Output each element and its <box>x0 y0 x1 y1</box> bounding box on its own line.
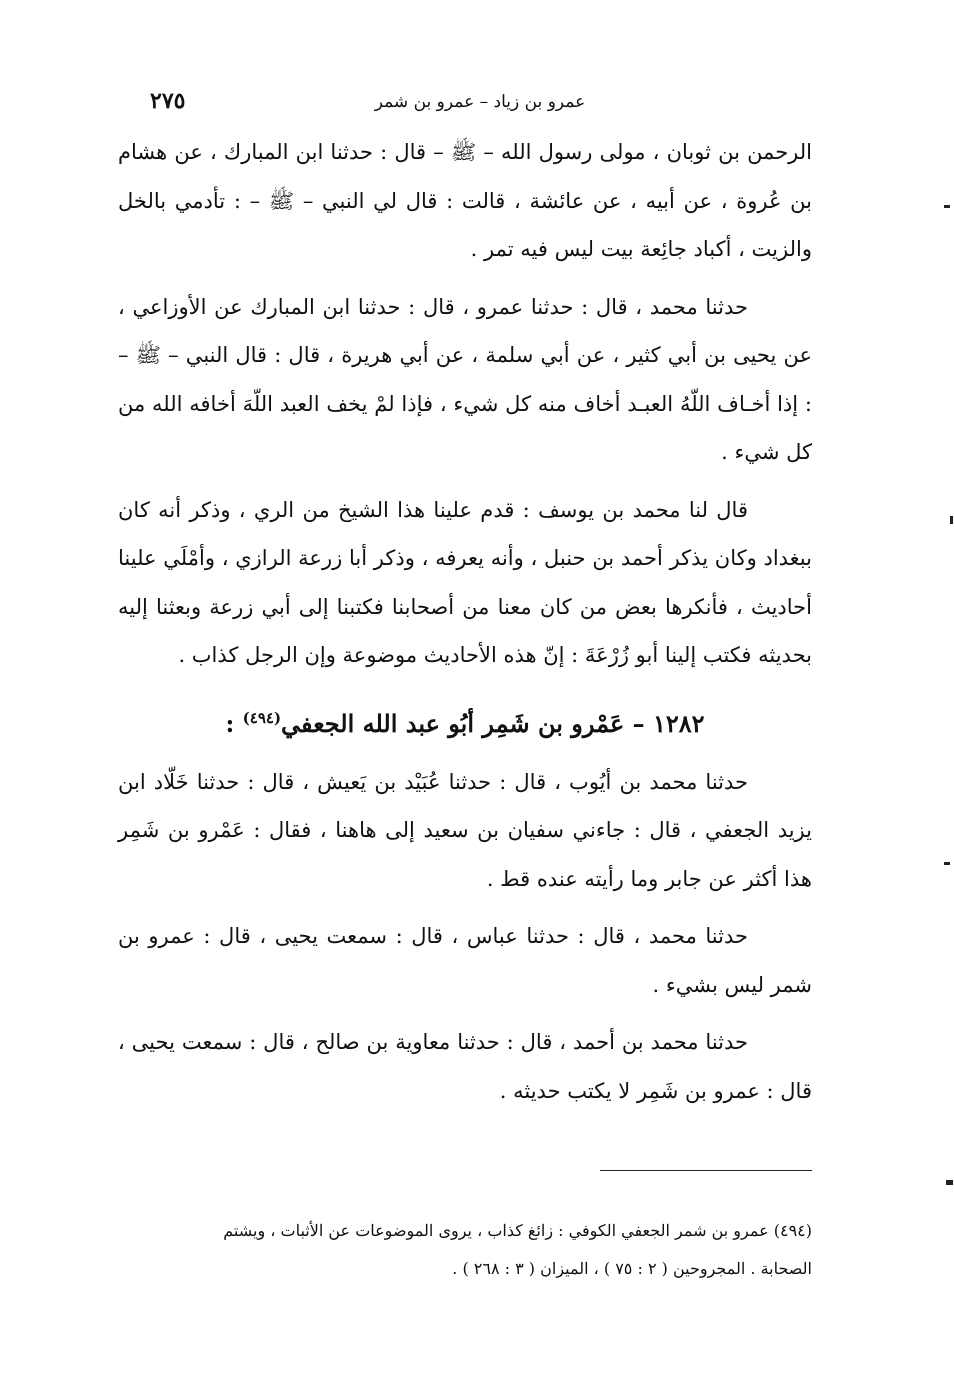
scan-mark <box>944 205 950 208</box>
footnote-divider <box>600 1170 812 1171</box>
page-header <box>150 88 810 124</box>
paragraph: قال لنا محمد بن يوسف : قدم علينا هذا الشيخ من الري ، وذكر أنه كان ببغداد وكان يذكر أحمد بن حنبل ، وأنه يعرفه ، وذكر أبا زرعة الرازي ، وأمْلَي علينا أحاديث ، فأنكرها بعض من كان معنا من أصحابنا فكتبنا إلى أبي زرعة وبعثنا إليه بحديثه فكتب إلينا أبو زُرْعَةَ : إنّ هذه الأحاديث موضوعة وإن الرجل كذاب . <box>118 497 812 667</box>
main-text <box>118 128 812 1124</box>
running-title: عمرو بن زياد – عمرو بن شمر <box>374 92 586 112</box>
entry-heading-tail: : <box>225 708 243 738</box>
footnote-reference: (٤٩٤) <box>242 708 282 727</box>
paragraph: حدثنا محمد ، قال : حدثنا عباس ، قال : سمعت يحيى ، قال : عمرو بن شمر ليس بشيء . <box>118 924 812 997</box>
paragraph: الرحمن بن ثوبان ، مولى رسول الله – ﷺ – قال : حدثنا ابن المبارك ، عن هشام بن عُروة ، عن أبيه ، عن عائشة ، قالت : قال لي النبي – ﷺ – : تأدمي بالخل والزيت ، أكباد جائِعة بيت ليس فيه تمر . <box>118 140 812 261</box>
paragraph: حدثنا محمد بن أيُوب ، قال : حدثنا عُبَيْد بن يَعيش ، قال : حدثنا خَلّاد ابن يزيد الجعفي ، قال : جاءني سفيان بن سعيد إلى هاهنا ، فقال : عَمْرو بن شَمِر هذا أكثر عن جابر وما رأيته عنده قط . <box>118 769 812 891</box>
footnote-line: (٤٩٤) عمرو بن شمر الجعفي الكوفي : زائغ كذاب ، يروى الموضوعات عن الأثبات ، ويشتم <box>223 1221 812 1240</box>
paragraph: حدثنا محمد بن أحمد ، قال : حدثنا معاوية بن صالح ، قال : سمعت يحيى ، قال : عمرو بن شَمِر لا يكتب حديثه . <box>118 1030 812 1103</box>
page-number: ٢٧٥ <box>150 88 186 114</box>
footnote-line: الصحابة . المجروحين ( ٢ : ٧٥ ) ، الميزان ( ٣ : ٢٦٨ ) . <box>452 1259 812 1278</box>
scan-mark <box>946 1180 953 1185</box>
entry-heading-text: ١٢٨٢ – عَمْرو بن شَمِر أبُو عبد الله الجعفي <box>281 708 705 738</box>
footnote <box>118 1212 812 1288</box>
paragraph: حدثنا محمد ، قال : حدثنا عمرو ، قال : حدثنا ابن المبارك عن الأوزاعي ، عن يحيى بن أبي كثير ، عن أبي سلمة ، عن أبي هريرة ، قال : قال النبي – ﷺ – : إذا أخـاف اللّهُ العبـد أخاف منه كل شيء ، فإذا لمْ يخف العبد اللّهَ أخافه الله من كل شيء . <box>118 294 812 464</box>
scan-mark <box>950 516 953 524</box>
scan-mark <box>944 862 950 865</box>
entry-heading <box>118 698 812 744</box>
